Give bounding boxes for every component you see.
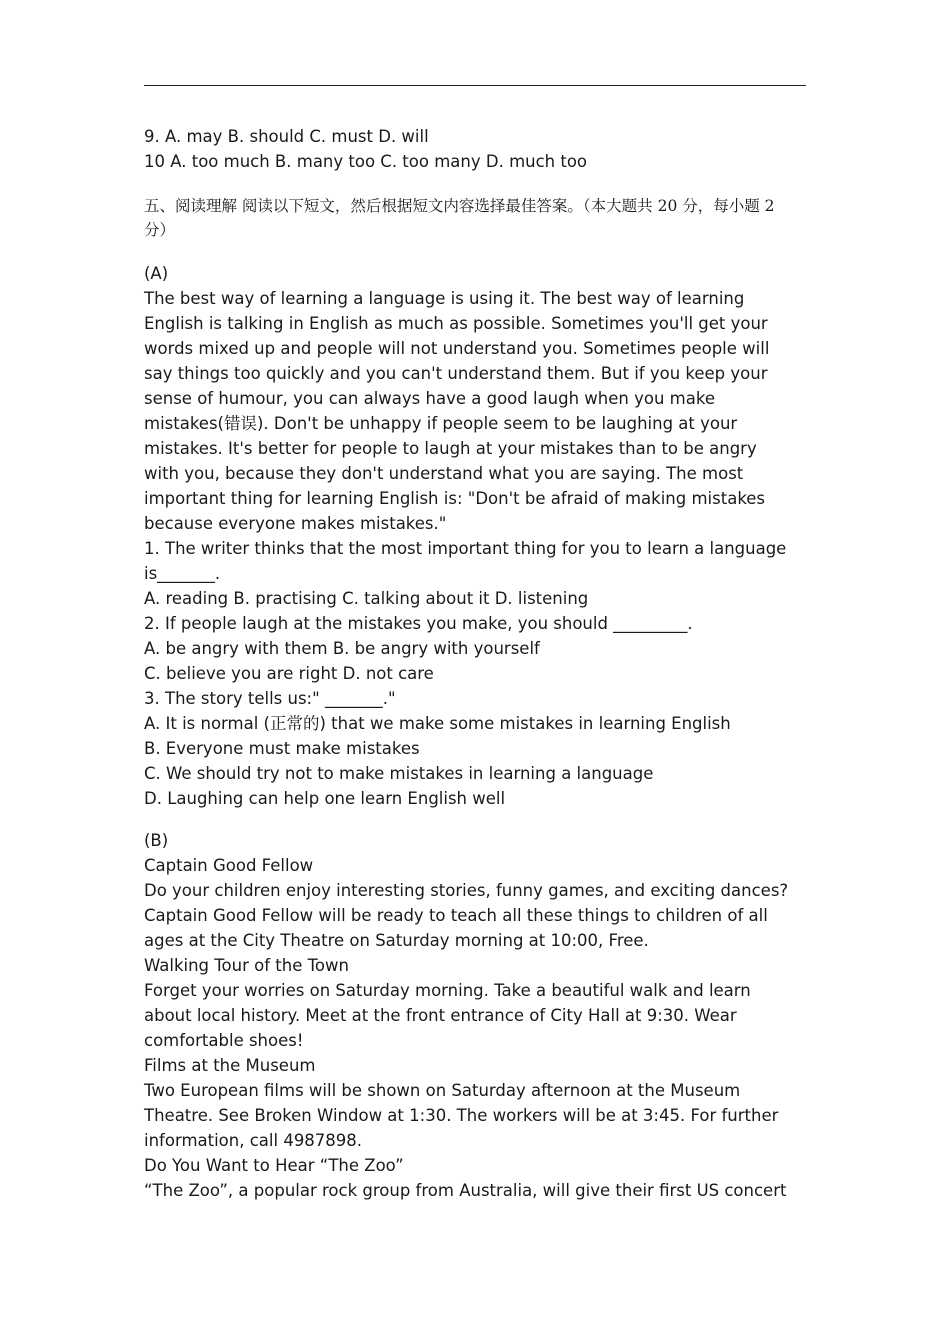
passage-text-line: say things too quickly and you can't understand them. But if you keep your bbox=[144, 364, 768, 383]
header-divider bbox=[144, 85, 806, 86]
question-2-options: C. believe you are right D. not care bbox=[144, 664, 434, 683]
passage-label: (A) bbox=[144, 264, 169, 283]
answer-option-line: 10 A. too much B. many too C. too many D. much too bbox=[144, 152, 588, 171]
section-heading-line: 五、阅读理解 阅读以下短文，然后根据短文内容选择最佳答案。（本大题共 20 分，每小题 2 bbox=[144, 197, 775, 215]
passage-text-line: with you, because they don't understand what you are saying. The most bbox=[144, 464, 744, 483]
passage-text-line: important thing for learning English is: "Don't be afraid of making mistakes bbox=[144, 489, 766, 508]
section-five-heading bbox=[144, 194, 808, 242]
passage-label: (B) bbox=[144, 831, 169, 850]
passage-text-line: words mixed up and people will not understand you. Sometimes people will bbox=[144, 339, 770, 358]
question-1-text: 1. The writer thinks that the most important thing for you to learn a language bbox=[144, 539, 787, 558]
ad-text-line: information, call 4987898. bbox=[144, 1131, 363, 1150]
question-3-text: 3. The story tells us:" _______." bbox=[144, 689, 396, 708]
passage-a bbox=[144, 261, 808, 811]
passage-text-line: mistakes(错误). Don't be unhappy if people seem to be laughing at your bbox=[144, 414, 738, 433]
question-2-text: 2. If people laugh at the mistakes you make, you should _________. bbox=[144, 614, 693, 633]
passage-text-line: sense of humour, you can always have a good laugh when you make bbox=[144, 389, 715, 408]
section-heading-line: 分） bbox=[144, 221, 176, 239]
passage-b bbox=[144, 828, 808, 1203]
ad-text-line: Two European films will be shown on Saturday afternoon at the Museum bbox=[144, 1081, 741, 1100]
ad-text-line: about local history. Meet at the front entrance of City Hall at 9:30. Wear bbox=[144, 1006, 737, 1025]
question-1-text: is_______. bbox=[144, 564, 221, 583]
passage-text-line: The best way of learning a language is using it. The best way of learning bbox=[144, 289, 745, 308]
passage-text-line: mistakes. It's better for people to laugh at your mistakes than to be angry bbox=[144, 439, 757, 458]
ad-text-line: Forget your worries on Saturday morning. Take a beautiful walk and learn bbox=[144, 981, 751, 1000]
answer-option-line: 9. A. may B. should C. must D. will bbox=[144, 127, 429, 146]
question-1-options: A. reading B. practising C. talking about it D. listening bbox=[144, 589, 589, 608]
passage-text-line: because everyone makes mistakes." bbox=[144, 514, 447, 533]
ad-text-line: Theatre. See Broken Window at 1:30. The workers will be at 3:45. For further bbox=[144, 1106, 779, 1125]
question-3-option-b: B. Everyone must make mistakes bbox=[144, 739, 420, 758]
passage-text-line: English is talking in English as much as possible. Sometimes you'll get your bbox=[144, 314, 768, 333]
ad-text-line: Do your children enjoy interesting stories, funny games, and exciting dances? bbox=[144, 881, 789, 900]
question-2-options: A. be angry with them B. be angry with yourself bbox=[144, 639, 540, 658]
ad-title: Captain Good Fellow bbox=[144, 856, 314, 875]
ad-text-line: “The Zoo”, a popular rock group from Australia, will give their first US concert bbox=[144, 1181, 787, 1200]
question-3-option-d: D. Laughing can help one learn English well bbox=[144, 789, 506, 808]
question-3-option-a: A. It is normal (正常的) that we make some mistakes in learning English bbox=[144, 714, 731, 733]
ad-text-line: Captain Good Fellow will be ready to teach all these things to children of all bbox=[144, 906, 768, 925]
ad-title: Films at the Museum bbox=[144, 1056, 316, 1075]
ad-text-line: comfortable shoes! bbox=[144, 1031, 304, 1050]
question-3-option-c: C. We should try not to make mistakes in learning a language bbox=[144, 764, 654, 783]
previous-answer-options bbox=[144, 124, 808, 174]
ad-text-line: ages at the City Theatre on Saturday morning at 10:00, Free. bbox=[144, 931, 649, 950]
ad-title: Walking Tour of the Town bbox=[144, 956, 349, 975]
ad-title: Do You Want to Hear “The Zoo” bbox=[144, 1156, 404, 1175]
